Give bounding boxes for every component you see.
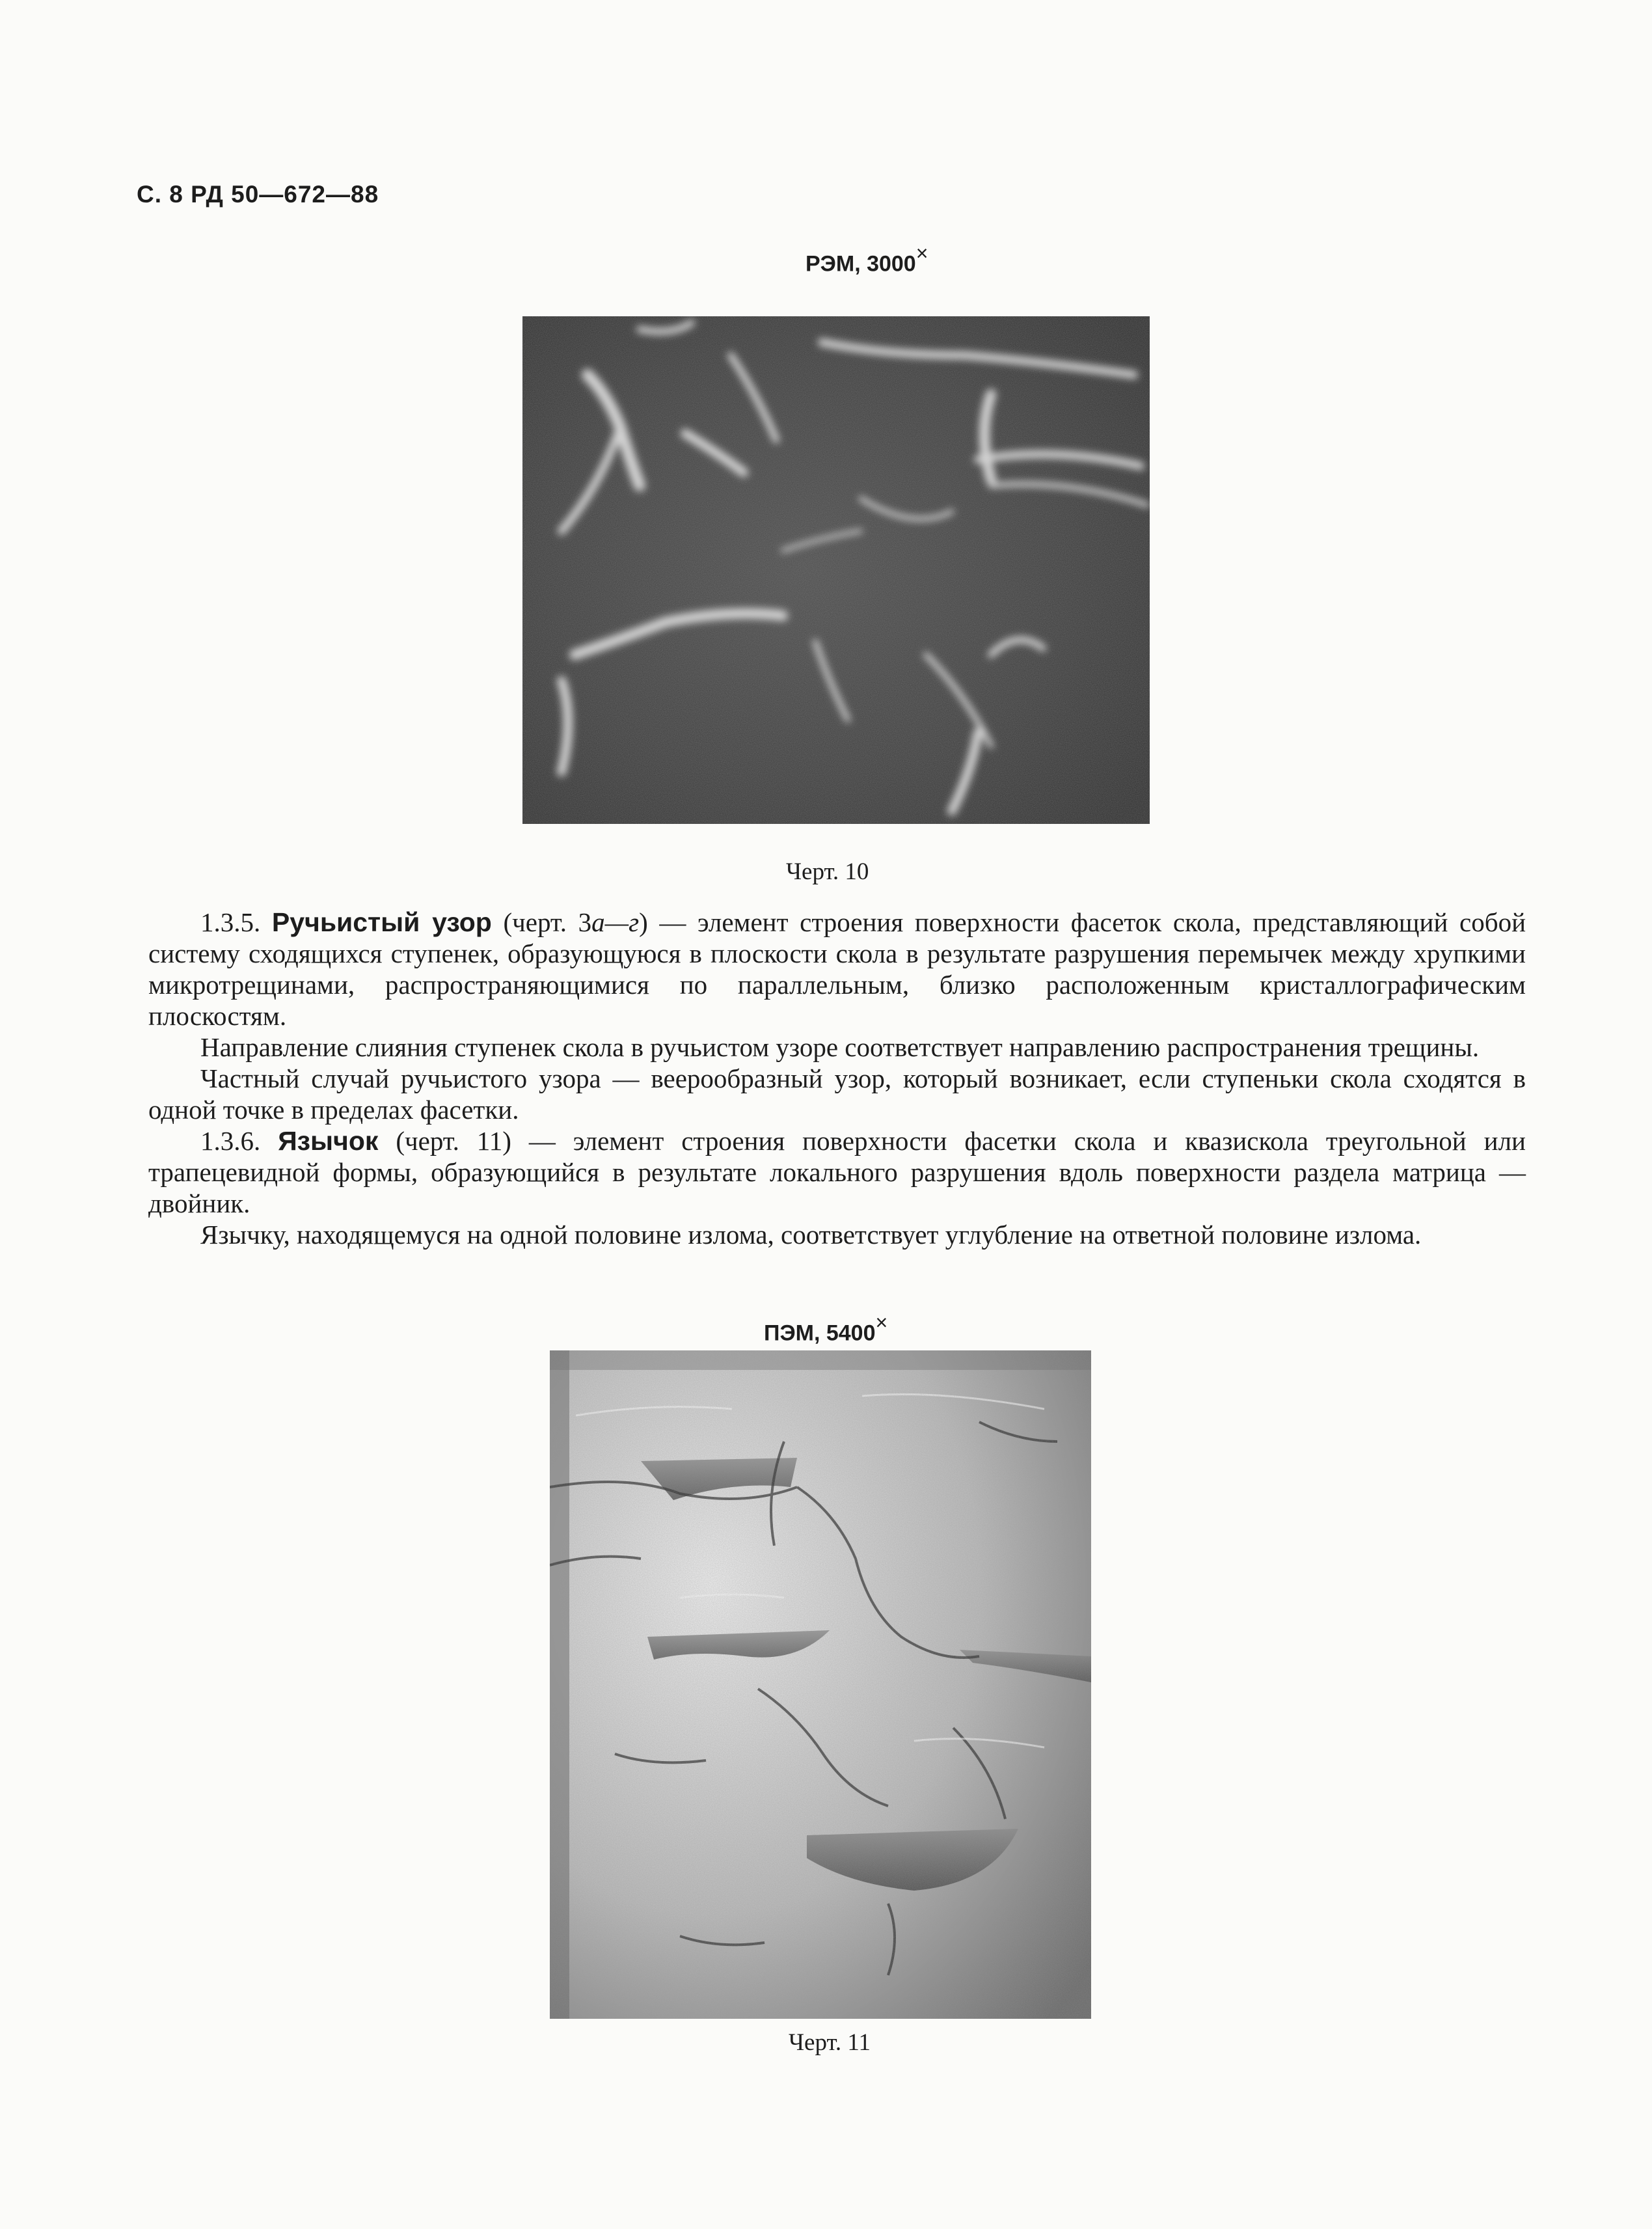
figure-10-sem-photo [522,316,1150,824]
figure-11-caption: ПЭМ, 5400× [764,1311,888,1346]
term-ruchyistyy-uzor: Ручьистый узор [271,907,492,937]
figure-11-tem-photo [550,1350,1091,2019]
paragraph-1-3-5-special-case: Частный случай ручьистого узора — веерообразный узор, который возникает, если ступеньки скола сходятся в одной точке в пределах фасетки. [148,1063,1526,1125]
figure-11-label: Черт. 11 [789,2029,871,2056]
paragraph-1-3-5: 1.3.5. Ручьистый узор (черт. 3а—г) — элемент строения поверхности фасеток скола, представляющий собой систему сходящихся ступенек, образующуюся в плоскости скола в результате разрушения перемычек между хрупкими микротрещинами, распространяющимися по параллельным, близко расположенным кристаллографическим плоскостям. [148,907,1526,1031]
term-yazychok: Язычок [278,1126,379,1156]
paragraph-1-3-5-direction: Направление слияния ступенек скола в ручьистом узоре соответствует направлению распространения трещины. [200,1032,1480,1062]
paragraph-1-3-6: 1.3.6. Язычок (черт. 11) — элемент строения поверхности фасетки скола и квазискола треугольной или трапецевидной формы, образующийся в результате локального разрушения вдоль поверхности раздела матрица — двойник. [148,1126,1526,1218]
page-header: С. 8 РД 50—672—88 [137,181,379,208]
paragraph-1-3-6-counterpart: Язычку, находящемуся на одной половине излома, соответствует углубление на ответной половине излома. [200,1220,1422,1250]
body-text [148,907,1526,1250]
figure-10-label: Черт. 10 [786,858,869,885]
figure-10-caption: РЭМ, 3000× [806,241,928,277]
